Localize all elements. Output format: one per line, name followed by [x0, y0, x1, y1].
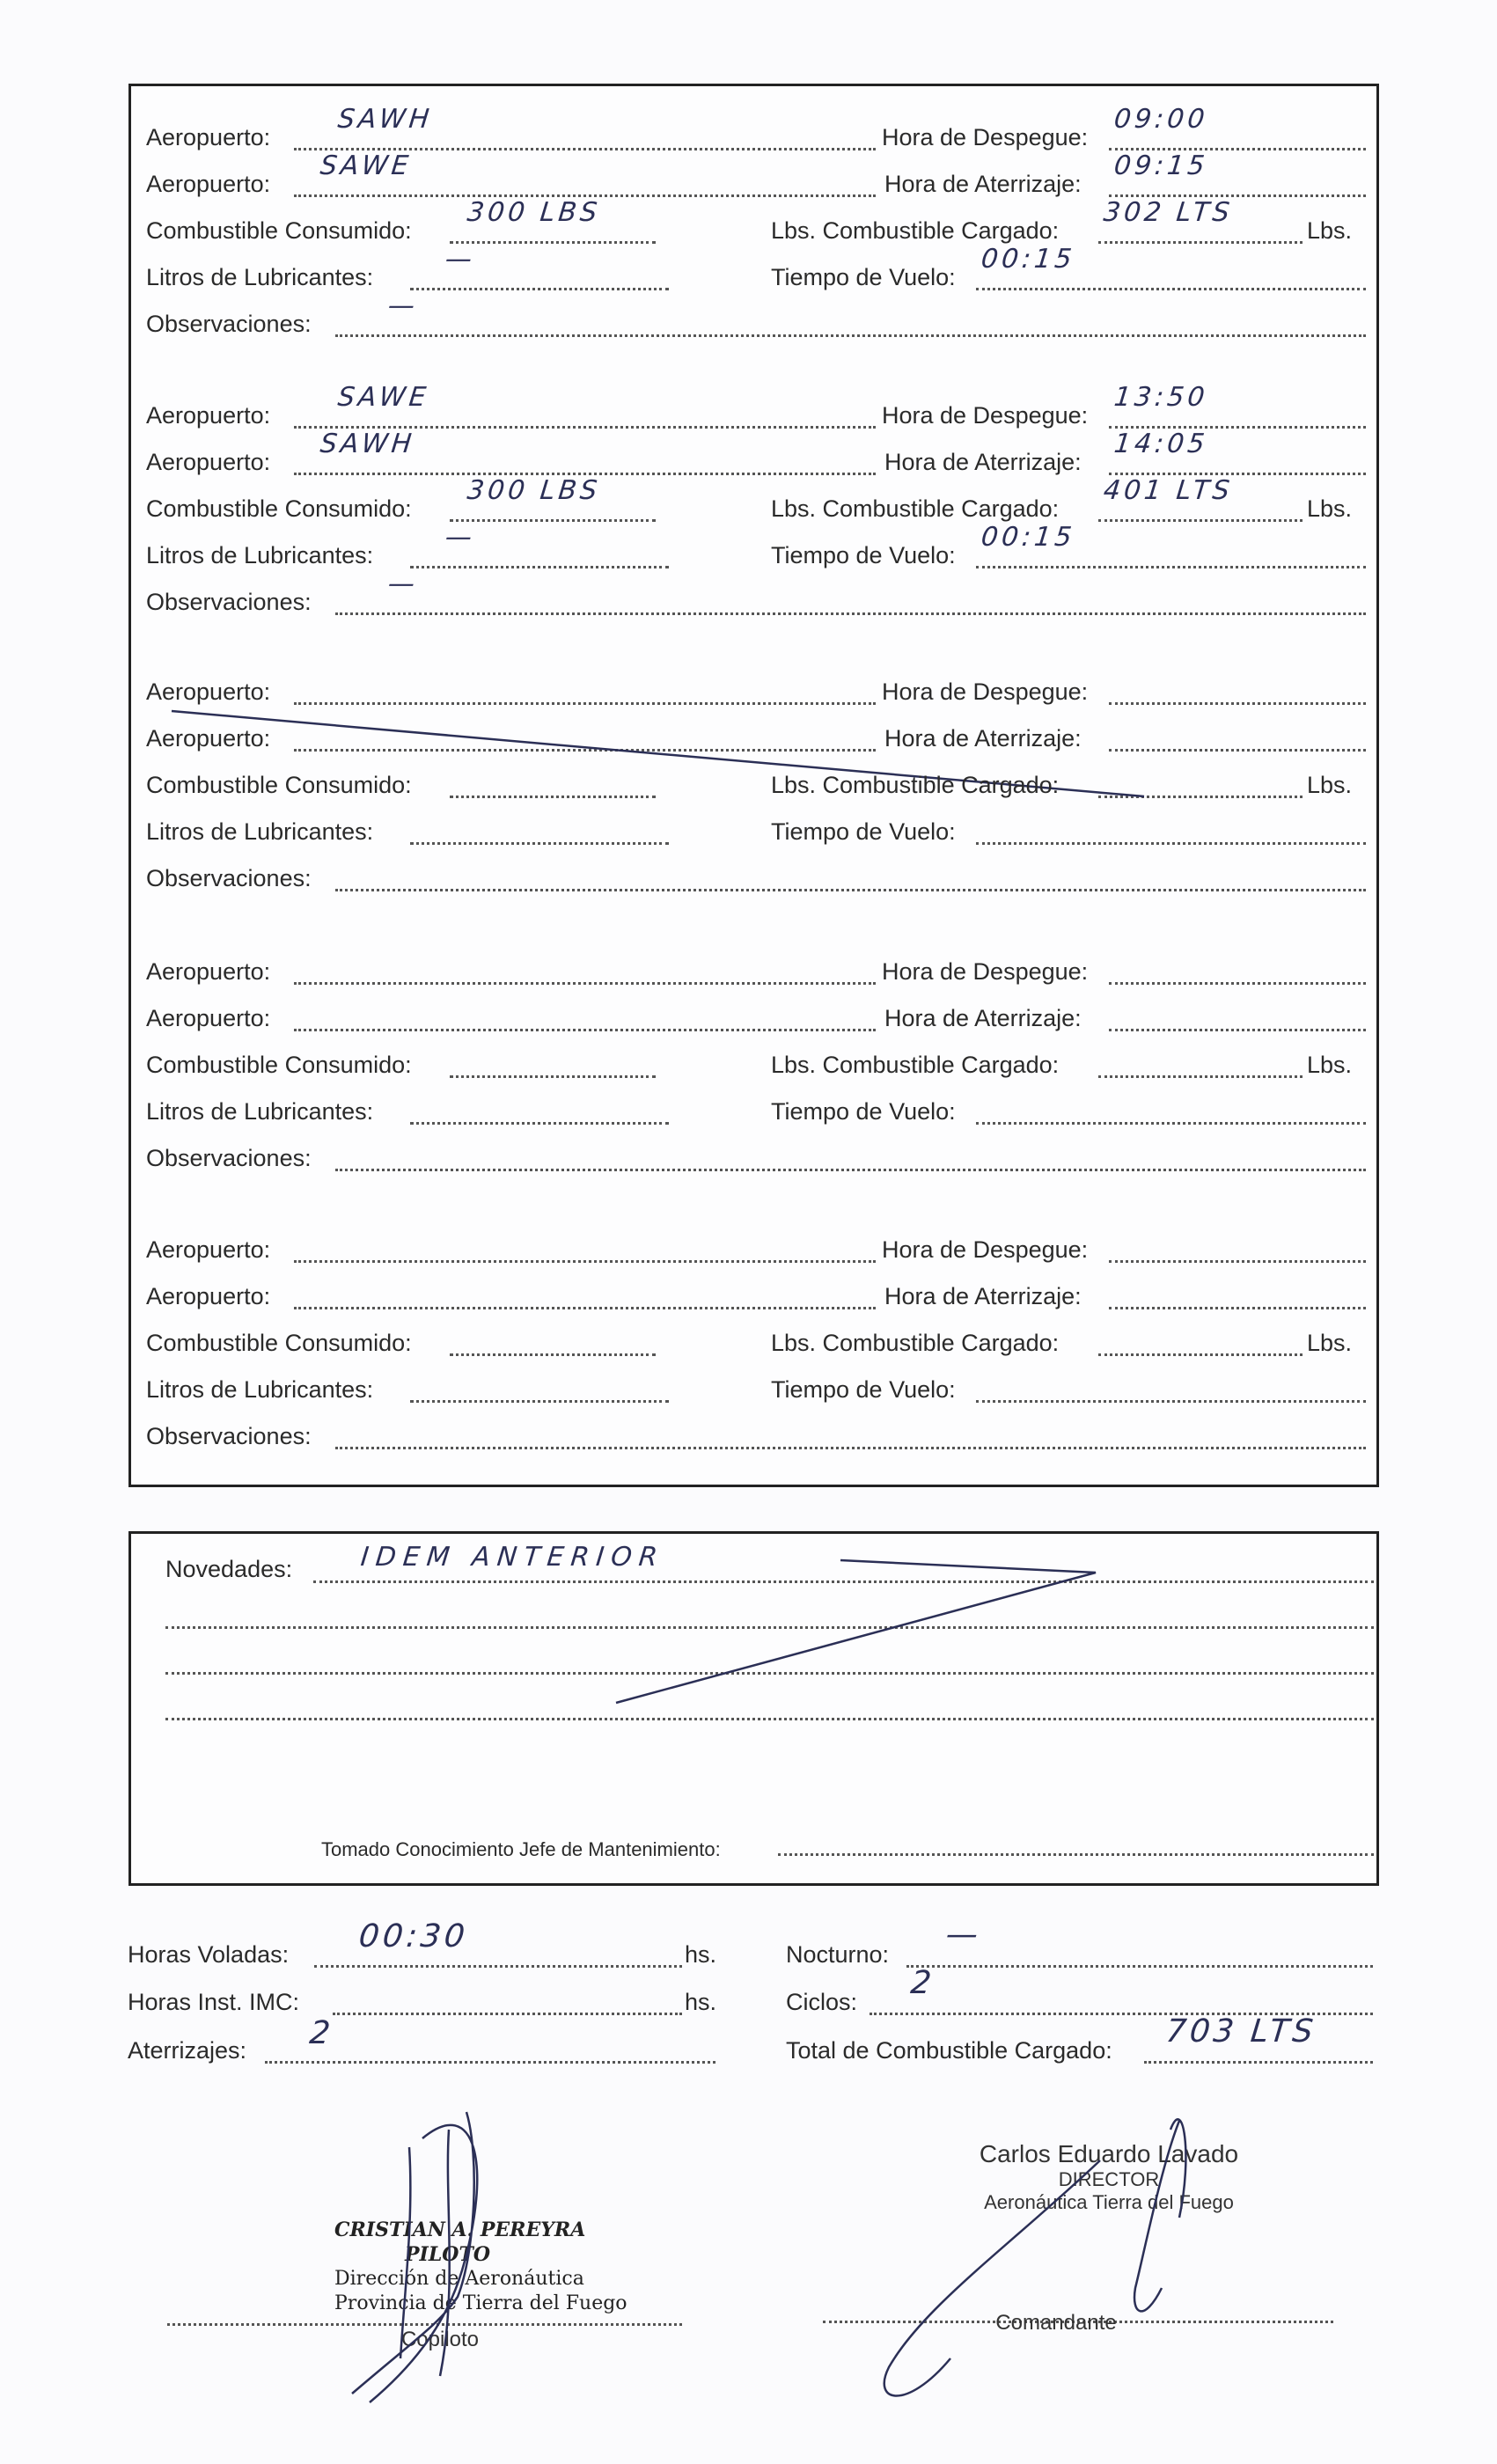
observaciones-label: Observaciones:	[146, 1423, 312, 1449]
nocturno-value[interactable]: —	[943, 1917, 984, 1953]
ciclos-row: Ciclos:	[786, 1989, 858, 2015]
hora-aterrizaje-label: Hora de Aterrizaje:	[884, 171, 1082, 197]
aeropuerto-label: Aeropuerto:	[146, 449, 271, 475]
leg-1-row	[146, 216, 412, 245]
leg-1-hora-despegue[interactable]: 09:00	[1112, 104, 1210, 135]
observaciones-label: Observaciones:	[146, 865, 312, 891]
hora-despegue-label: Hora de Despegue:	[882, 958, 1089, 985]
leg-2-combustible-cargado[interactable]: 401 LTS	[1102, 475, 1235, 506]
horas-voladas-row: Horas Voladas:	[128, 1941, 290, 1968]
leg-2-row	[146, 541, 373, 569]
aeropuerto-label: Aeropuerto:	[146, 678, 271, 705]
leg-2-row	[146, 448, 270, 476]
leg-3-row	[146, 724, 270, 752]
leg-1-litros-lubricantes[interactable]: —	[444, 244, 477, 275]
leg-4-row	[146, 1051, 412, 1079]
comandante-stamp: Carlos Eduardo Lavado DIRECTOR Aeronáutica Tierra del Fuego	[979, 2140, 1239, 2213]
leg-2-litros-lubricantes[interactable]: —	[444, 522, 477, 553]
tiempo-vuelo-label: Tiempo de Vuelo:	[771, 264, 956, 290]
lbs-combustible-cargado-label: Lbs. Combustible Cargado:	[771, 217, 1060, 244]
aeropuerto-label: Aeropuerto:	[146, 1005, 271, 1031]
aterrizajes-row: Aterrizajes:	[128, 2037, 247, 2064]
litros-lubricantes-label: Litros de Lubricantes:	[146, 1376, 374, 1403]
observaciones-label: Observaciones:	[146, 1145, 312, 1171]
leg-3-row	[146, 864, 312, 892]
aterrizajes-value[interactable]: 2	[307, 2015, 336, 2051]
observaciones-label: Observaciones:	[146, 311, 312, 337]
horas-voladas-unit: hs.	[685, 1941, 717, 1968]
leg-2-aeropuerto-1[interactable]: SAWE	[336, 382, 431, 413]
aeropuerto-label: Aeropuerto:	[146, 725, 271, 752]
aeropuerto-label: Aeropuerto:	[146, 958, 271, 985]
aeropuerto-label: Aeropuerto:	[146, 1236, 271, 1263]
combustible-consumido-label: Combustible Consumido:	[146, 1330, 412, 1356]
observaciones-label: Observaciones:	[146, 589, 312, 615]
total-combustible-row: Total de Combustible Cargado:	[786, 2037, 1112, 2064]
lbs-combustible-cargado-label: Lbs. Combustible Cargado:	[771, 1330, 1060, 1356]
combustible-consumido-label: Combustible Consumido:	[146, 217, 412, 244]
hora-aterrizaje-label: Hora de Aterrizaje:	[884, 1283, 1082, 1309]
total-combustible-value[interactable]: 703 LTS	[1163, 2013, 1318, 2050]
horas-voladas-value[interactable]: 00:30	[356, 1918, 470, 1954]
horas-imc-row: Horas Inst. IMC:	[128, 1989, 300, 2015]
leg-2-tiempo-vuelo[interactable]: 00:15	[980, 522, 1077, 553]
leg-4-row	[146, 1004, 270, 1032]
combustible-consumido-label: Combustible Consumido:	[146, 1052, 412, 1078]
hora-despegue-label: Hora de Despegue:	[882, 678, 1089, 705]
aeropuerto-label: Aeropuerto:	[146, 1283, 271, 1309]
leg-1-row	[146, 123, 270, 151]
leg-2-hora-despegue[interactable]: 13:50	[1112, 382, 1210, 413]
leg-1-row	[146, 170, 270, 198]
leg-1-aeropuerto-2[interactable]: SAWE	[319, 150, 414, 181]
leg-2-row	[146, 401, 270, 429]
leg-1-row	[146, 263, 373, 291]
lbs-unit-label: Lbs.	[1307, 772, 1353, 798]
leg-2-aeropuerto-2[interactable]: SAWH	[319, 429, 417, 459]
hora-despegue-label: Hora de Despegue:	[882, 124, 1089, 150]
aeropuerto-label: Aeropuerto:	[146, 171, 271, 197]
leg-4-row	[146, 957, 270, 986]
leg-3-row	[146, 771, 412, 799]
leg-1-hora-aterrizaje[interactable]: 09:15	[1112, 150, 1210, 181]
novedades-label: Novedades:	[165, 1556, 293, 1582]
ciclos-value[interactable]: 2	[908, 1965, 937, 2001]
lbs-unit-label: Lbs.	[1307, 217, 1353, 244]
leg-4-row	[146, 1097, 373, 1126]
leg-1-aeropuerto-1[interactable]: SAWH	[336, 104, 435, 135]
leg-3-row	[146, 678, 270, 706]
tiempo-vuelo-label: Tiempo de Vuelo:	[771, 1376, 956, 1403]
leg-4-row	[146, 1144, 312, 1172]
leg-5-row	[146, 1422, 312, 1450]
novedades-row	[165, 1555, 292, 1583]
leg-5-row	[146, 1375, 373, 1404]
leg-2-observaciones[interactable]: —	[386, 568, 420, 599]
tiempo-vuelo-label: Tiempo de Vuelo:	[771, 542, 956, 568]
leg-2-row	[146, 588, 312, 616]
litros-lubricantes-label: Litros de Lubricantes:	[146, 818, 374, 845]
hora-despegue-label: Hora de Despegue:	[882, 1236, 1089, 1263]
combustible-consumido-label: Combustible Consumido:	[146, 495, 412, 522]
aeropuerto-label: Aeropuerto:	[146, 124, 271, 150]
litros-lubricantes-label: Litros de Lubricantes:	[146, 1098, 374, 1125]
lbs-combustible-cargado-label: Lbs. Combustible Cargado:	[771, 1052, 1060, 1078]
lbs-combustible-cargado-label: Lbs. Combustible Cargado:	[771, 772, 1060, 798]
leg-1-observaciones[interactable]: —	[386, 290, 420, 321]
leg-1-row	[146, 310, 312, 338]
leg-1-tiempo-vuelo[interactable]: 00:15	[980, 244, 1077, 275]
leg-3-row	[146, 818, 373, 846]
comandante-label: Comandante	[995, 2311, 1117, 2335]
novedades-box	[128, 1531, 1379, 1886]
lbs-combustible-cargado-label: Lbs. Combustible Cargado:	[771, 495, 1060, 522]
tiempo-vuelo-label: Tiempo de Vuelo:	[771, 1098, 956, 1125]
hora-despegue-label: Hora de Despegue:	[882, 402, 1089, 429]
leg-5-row	[146, 1329, 412, 1357]
hora-aterrizaje-label: Hora de Aterrizaje:	[884, 449, 1082, 475]
jefe-mantenimiento-row	[321, 1836, 721, 1864]
leg-2-combustible-consumido[interactable]: 300 LBS	[466, 475, 602, 506]
copiloto-label: Copiloto	[400, 2328, 480, 2351]
novedades-value[interactable]: IDEM ANTERIOR	[359, 1542, 666, 1573]
tiempo-vuelo-label: Tiempo de Vuelo:	[771, 818, 956, 845]
litros-lubricantes-label: Litros de Lubricantes:	[146, 542, 374, 568]
combustible-consumido-label: Combustible Consumido:	[146, 772, 412, 798]
leg-2-row	[146, 495, 412, 523]
nocturno-row: Nocturno:	[786, 1941, 890, 1968]
leg-1-combustible-cargado[interactable]: 302 LTS	[1102, 197, 1235, 228]
lbs-unit-label: Lbs.	[1307, 1052, 1353, 1078]
jefe-mantenimiento-label: Tomado Conocimiento Jefe de Mantenimiento:	[321, 1838, 721, 1860]
leg-5-row	[146, 1236, 270, 1264]
hora-aterrizaje-label: Hora de Aterrizaje:	[884, 725, 1082, 752]
aeropuerto-label: Aeropuerto:	[146, 402, 271, 429]
lbs-unit-label: Lbs.	[1307, 495, 1353, 522]
litros-lubricantes-label: Litros de Lubricantes:	[146, 264, 374, 290]
copiloto-stamp: CRISTIAN A. PEREYRA PILOTO Dirección de Aeronáutica Provincia de Tierra del Fuego	[334, 2218, 627, 2314]
leg-1-combustible-consumido[interactable]: 300 LBS	[466, 197, 602, 228]
horas-imc-unit: hs.	[685, 1989, 717, 2015]
hora-aterrizaje-label: Hora de Aterrizaje:	[884, 1005, 1082, 1031]
leg-2-hora-aterrizaje[interactable]: 14:05	[1112, 429, 1210, 459]
lbs-unit-label: Lbs.	[1307, 1330, 1353, 1356]
leg-5-row	[146, 1282, 270, 1310]
